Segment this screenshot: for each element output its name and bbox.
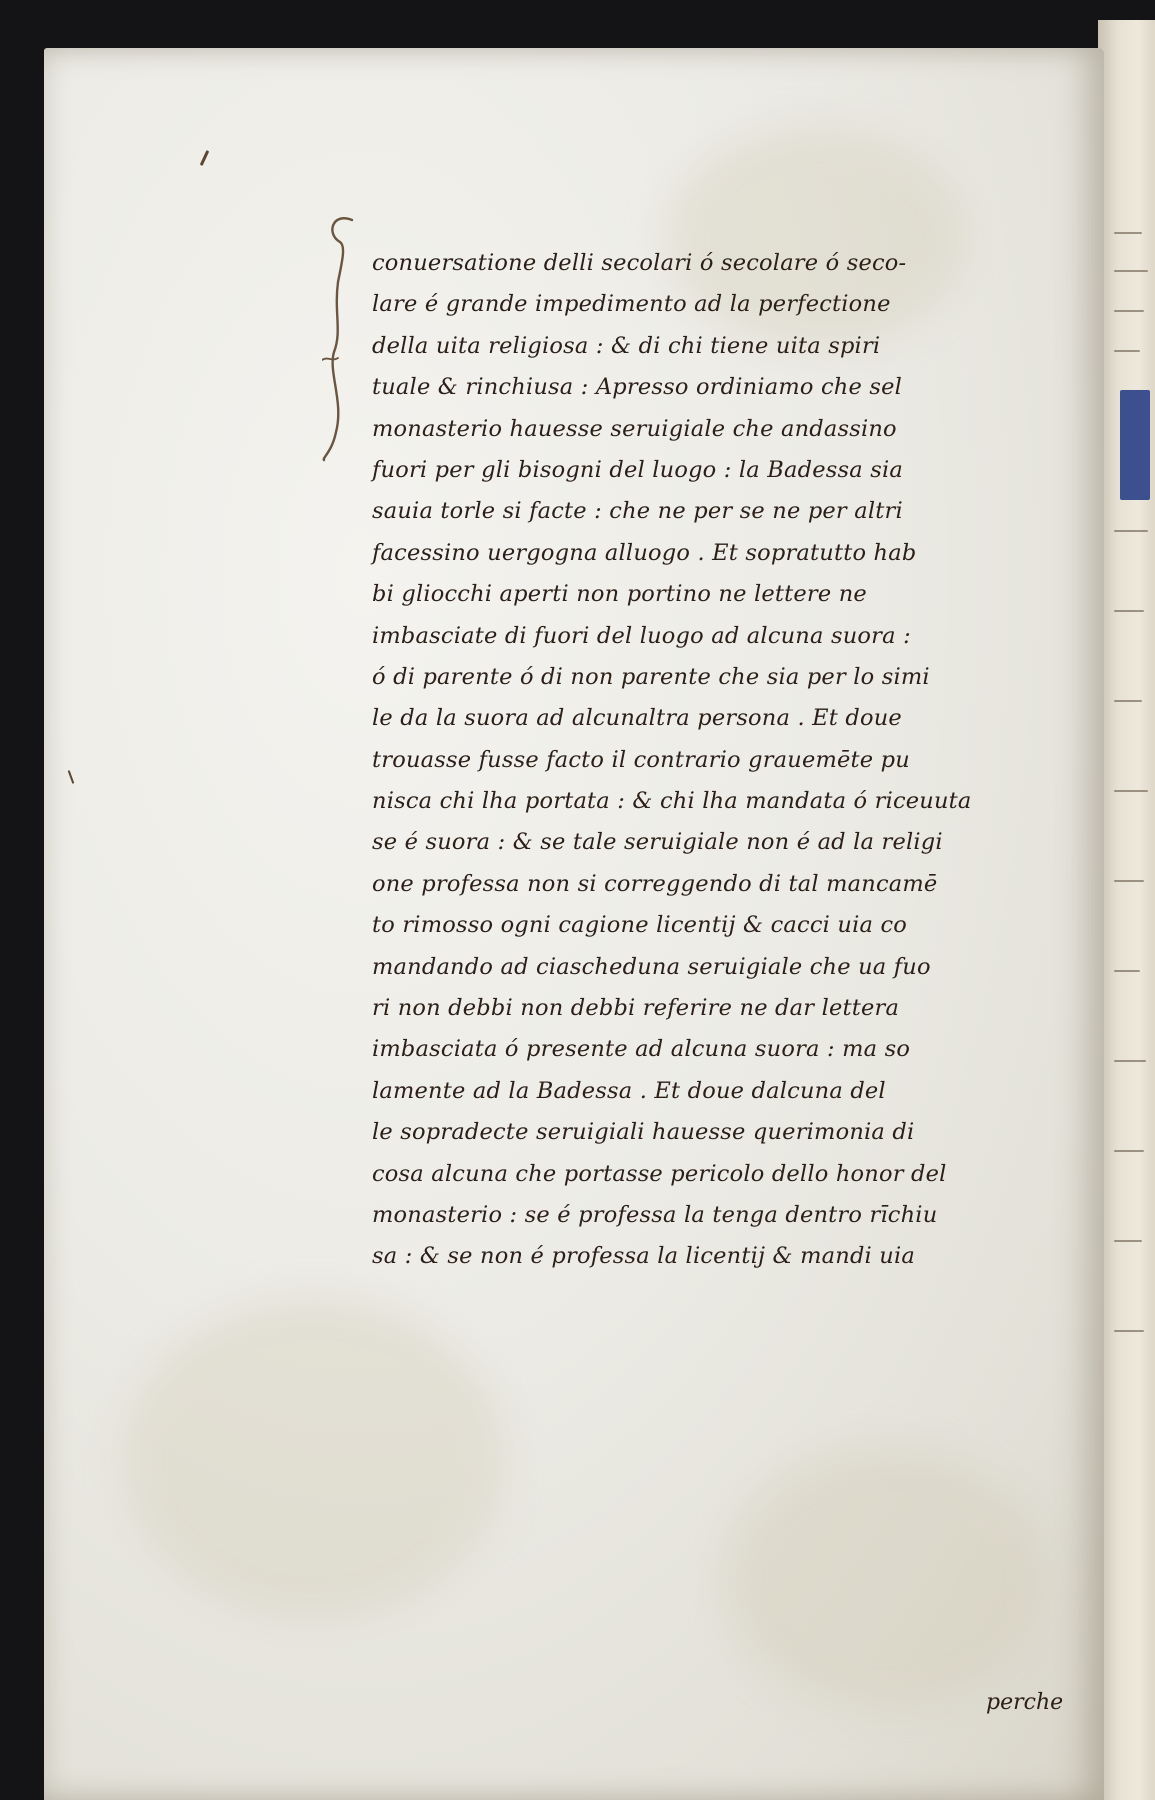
adjacent-text-fragment (1114, 1150, 1144, 1152)
manuscript-line: se é suora : & se tale seruigiale non é ad la religi (372, 829, 943, 856)
manuscript-line: le da la suora ad alcunaltra persona . Et doue (372, 705, 902, 732)
manuscript-line: lare é grande impedimento ad la perfectione (372, 291, 891, 318)
adjacent-text-fragment (1114, 970, 1140, 972)
manuscript-line: one professa non si correggendo di tal mancamē (372, 870, 938, 897)
adjacent-text-fragment (1114, 350, 1140, 352)
manuscript-line: ó di parente ó di non parente che sia per lo simi (372, 663, 930, 690)
manuscript-line: mandando ad ciascheduna seruigiale che ua fuo (372, 953, 931, 980)
adjacent-text-fragment (1114, 310, 1144, 312)
paragraph-bracket-icon (322, 212, 362, 462)
manuscript-line: tuale & rinchiusa : Apresso ordiniamo che sel (372, 374, 903, 401)
manuscript-line: monasterio : se é professa la tenga dentro rīchiu (372, 1201, 938, 1228)
parchment-stain (724, 1448, 1044, 1708)
adjacent-text-fragment (1114, 1240, 1142, 1242)
manuscript-line: ri non debbi non debbi referire ne dar lettera (372, 995, 900, 1022)
manuscript-line: sauia torle si facte : che ne per se ne per altri (372, 498, 903, 525)
adjacent-text-fragment (1114, 1330, 1144, 1332)
catchword: perche (986, 1690, 1064, 1715)
manuscript-text-block (372, 243, 1012, 1278)
adjacent-text-fragment (1114, 880, 1144, 882)
manuscript-line: nisca chi lha portata : & chi lha mandata ó riceuuta (372, 788, 972, 815)
manuscript-line: to rimosso ogni cagione licentij & cacci uia co (372, 912, 907, 939)
manuscript-line: imbasciata ó presente ad alcuna suora : ma so (372, 1036, 911, 1063)
adjacent-text-fragment (1114, 232, 1142, 234)
manuscript-line: trouasse fusse facto il contrario grauemēte pu (372, 746, 910, 773)
parchment-stain (124, 1298, 504, 1618)
manuscript-line: sa : & se non é professa la licentij & mandi uia (372, 1243, 915, 1270)
manuscript-line: conuersatione delli secolari ó secolare ó seco- (372, 250, 907, 276)
adjacent-text-fragment (1114, 530, 1148, 532)
manuscript-line: imbasciate di fuori del luogo ad alcuna suora : (372, 622, 911, 649)
adjacent-text-fragment (1114, 790, 1148, 792)
manuscript-line: monasterio hauesse seruigiale che andassino (372, 415, 897, 442)
adjacent-decorated-initial (1120, 390, 1150, 500)
manuscript-line: della uita religiosa : & di chi tiene uita spiri (372, 332, 881, 359)
adjacent-text-fragment (1114, 1060, 1146, 1062)
adjacent-page-edge (1098, 20, 1155, 1800)
adjacent-text-fragment (1114, 610, 1144, 612)
manuscript-line: bi gliocchi aperti non portino ne lettere ne (372, 581, 867, 608)
adjacent-text-fragment (1114, 700, 1142, 702)
manuscript-line: cosa alcuna che portasse pericolo dello honor del (372, 1160, 947, 1187)
manuscript-line: facessino uergogna alluogo . Et sopratutto hab (372, 539, 917, 566)
adjacent-text-fragment (1114, 270, 1148, 272)
manuscript-line: le sopradecte seruigiali hauesse querimonia di (372, 1119, 915, 1146)
manuscript-line: fuori per gli bisogni del luogo : la Badessa sia (372, 456, 903, 483)
manuscript-line: lamente ad la Badessa . Et doue dalcuna del (372, 1077, 886, 1104)
